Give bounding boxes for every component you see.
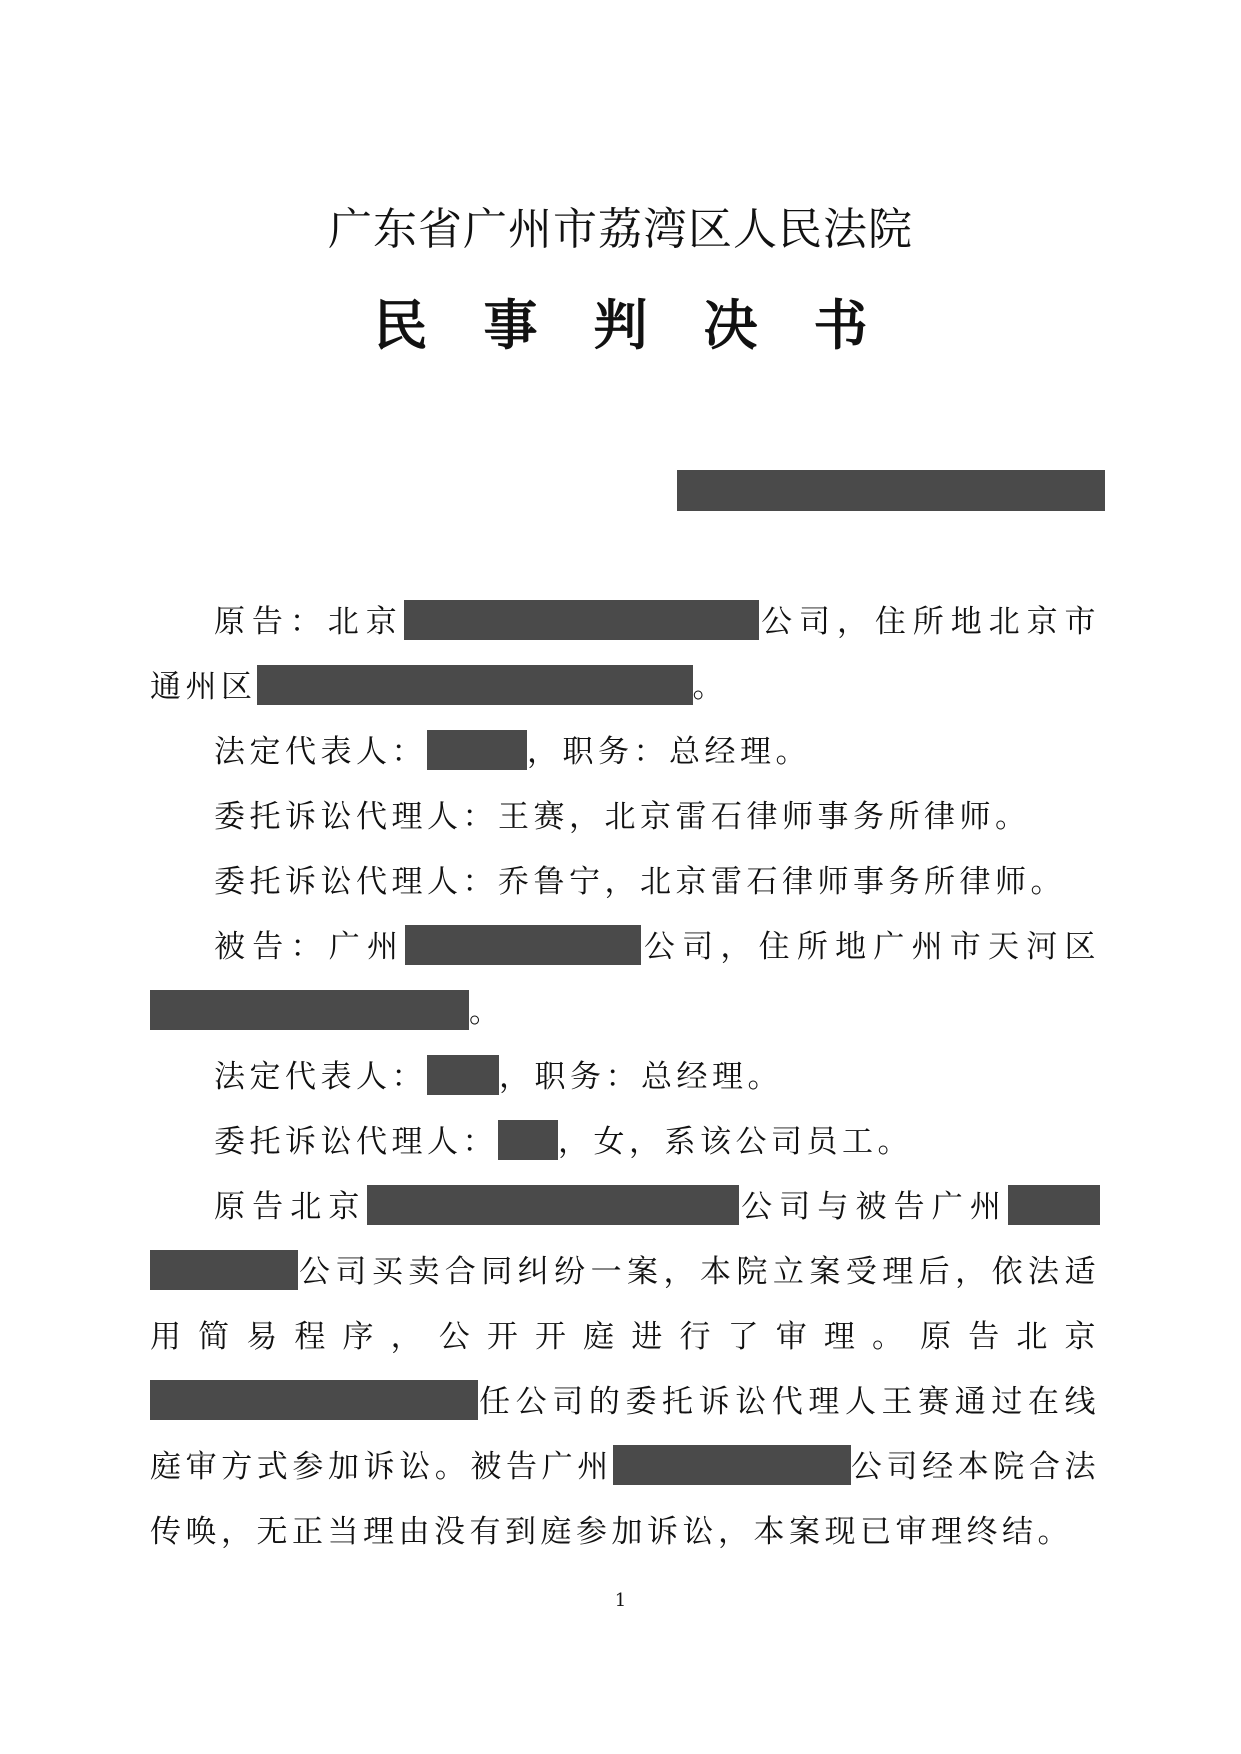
redaction <box>257 665 693 705</box>
defendant-agent <box>150 1110 1100 1175</box>
redaction <box>150 990 206 1030</box>
redaction <box>613 1445 851 1485</box>
defendant-paragraph <box>150 915 1100 1045</box>
redaction <box>150 1380 478 1420</box>
text-segment: 委托诉讼代理人：王赛，北京雷石律师事务所律师。 <box>214 799 1031 835</box>
text-segment: ，职务：总经理。 <box>499 1059 783 1095</box>
redaction <box>404 600 759 640</box>
text-segment: 公司与被告广州 <box>738 1189 1008 1225</box>
text-segment: 。 <box>692 669 728 705</box>
plaintiff-legal-rep <box>150 720 1100 785</box>
text-segment: 委托诉讼代理人： <box>214 1124 498 1160</box>
text-segment: 委托诉讼代理人：乔鲁宁，北京雷石律师事务所律师。 <box>214 864 1066 900</box>
text-segment: 法定代表人： <box>214 1059 427 1095</box>
text-segment: 公司，住所地广州市天河区 <box>641 929 1101 965</box>
case-summary-paragraph <box>150 1175 1100 1565</box>
redaction <box>1008 1185 1100 1225</box>
plaintiff-agent-1 <box>150 785 1100 850</box>
page-number: 1 <box>614 1590 627 1611</box>
redacted-case-number <box>677 470 1105 511</box>
text-segment: 原告：北京 <box>214 604 404 640</box>
court-name: 广东省广州市荔湾区人民法院 <box>328 204 913 255</box>
text-segment: 。 <box>469 994 505 1030</box>
text-segment: ，女，系该公司员工。 <box>558 1124 913 1160</box>
redaction <box>427 730 527 770</box>
redaction <box>498 1120 558 1160</box>
text-segment: 公司，住所地北京市通州区 <box>150 604 1101 705</box>
redaction <box>367 1185 739 1225</box>
redaction <box>150 1250 298 1290</box>
document-type: 民事判决书 <box>373 293 924 357</box>
redaction <box>405 925 641 965</box>
text-segment: 原告北京 <box>214 1189 367 1225</box>
plaintiff-agent-2 <box>150 850 1100 915</box>
text-segment: 公司买卖合同纠纷一案，本院立案受理后，依法适用简易程序，公开开庭进行了审理。原告北京 <box>150 1254 1100 1355</box>
text-segment: 公司经本院合法传唤，无正当理由没有到庭参加诉讼，本案现已审理终结。 <box>150 1449 1101 1550</box>
redaction <box>427 1055 499 1095</box>
text-segment: 法定代表人： <box>214 734 427 770</box>
redaction <box>206 990 469 1030</box>
text-segment: 被告：广州 <box>214 929 406 965</box>
text-segment: 任公司的委托诉讼代理人王赛通过在线庭审方式参加诉讼。被告广州 <box>150 1384 1100 1485</box>
judgment-body <box>150 590 1100 1565</box>
text-segment: ，职务：总经理。 <box>527 734 811 770</box>
defendant-legal-rep <box>150 1045 1100 1110</box>
plaintiff-paragraph <box>150 590 1100 720</box>
